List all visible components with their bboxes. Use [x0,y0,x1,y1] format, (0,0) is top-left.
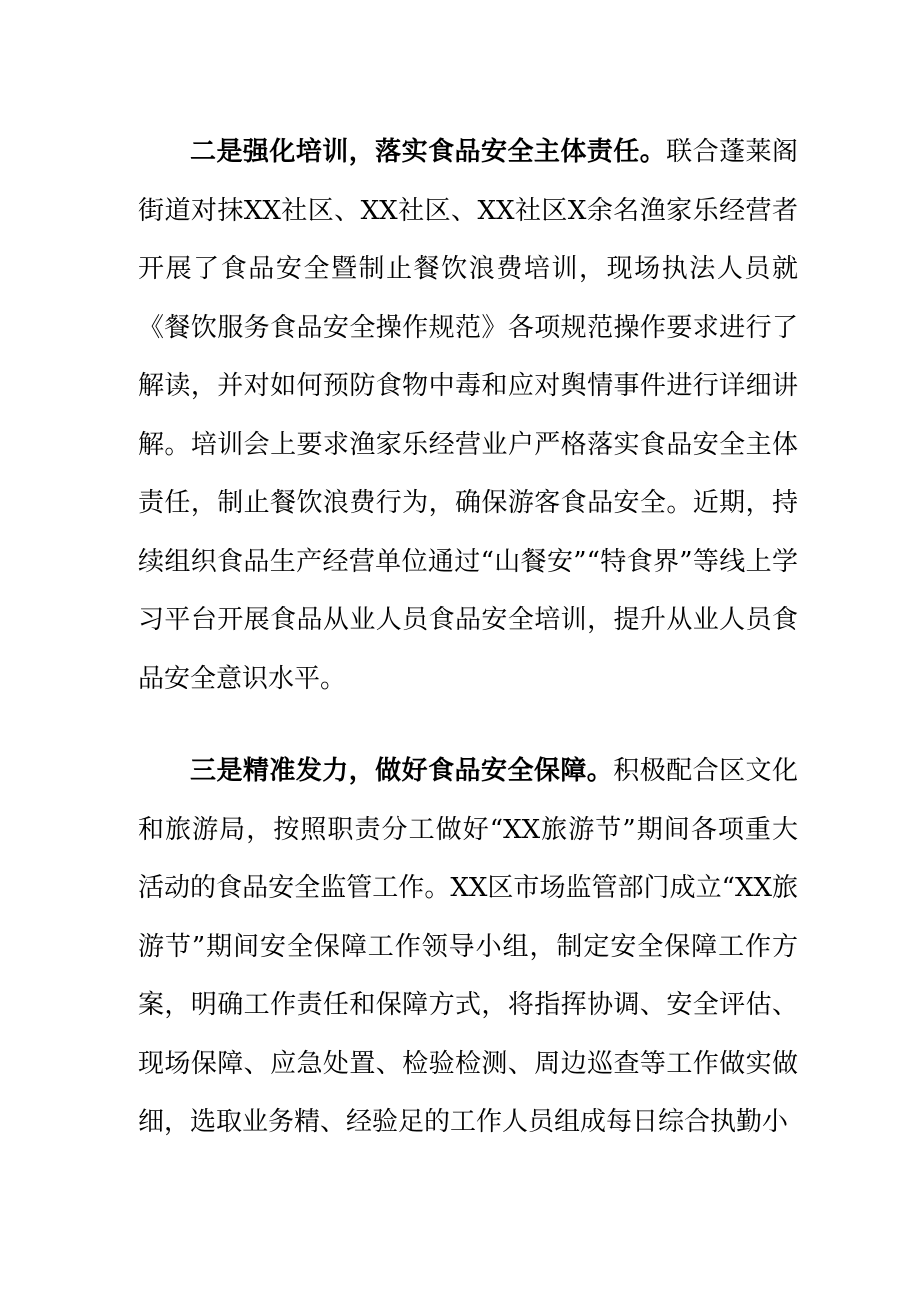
paragraph-text: 积极配合区文化和旅游局，按照职责分工做好“XX旅游节”期间各项重大活动的食品安全监管工作。XX区市场监管部门成立“XX旅游节”期间安全保障工作领导小组，制定安全保障工作方案，明确工作责任和保障方式，将指挥协调、安全评估、现场保障、应急处置、检验检测、周边巡查等工作做实做细，选取业务精、经验足的工作人员组成每日综合执勤小 [138,756,798,1137]
paragraph-training [138,123,798,708]
paragraph-safety-guarantee [138,742,798,1152]
paragraph-text: 联合蓬莱阁街道对抹XX社区、XX社区、XX社区X余名渔家乐经营者开展了食品安全暨制止餐饮浪费培训，现场执法人员就《餐饮服务食品安全操作规范》各项规范操作要求进行了解读，并对如何预防食物中毒和应对舆情事件进行详细讲解。培训会上要求渔家乐经营业户严格落实食品安全主体责任，制止餐饮浪费行为，确保游客食品安全。近期，持续组织食品生产经营单位通过“山餐安”“特食界”等线上学习平台开展食品从业人员食品安全培训，提升从业人员食品安全意识水平。 [138,137,798,694]
paragraph-lead: 二是强化培训，落实食品安全主体责任。 [190,137,667,167]
paragraph-lead: 三是精准发力，做好食品安全保障。 [190,756,614,786]
document-body [138,123,798,1152]
